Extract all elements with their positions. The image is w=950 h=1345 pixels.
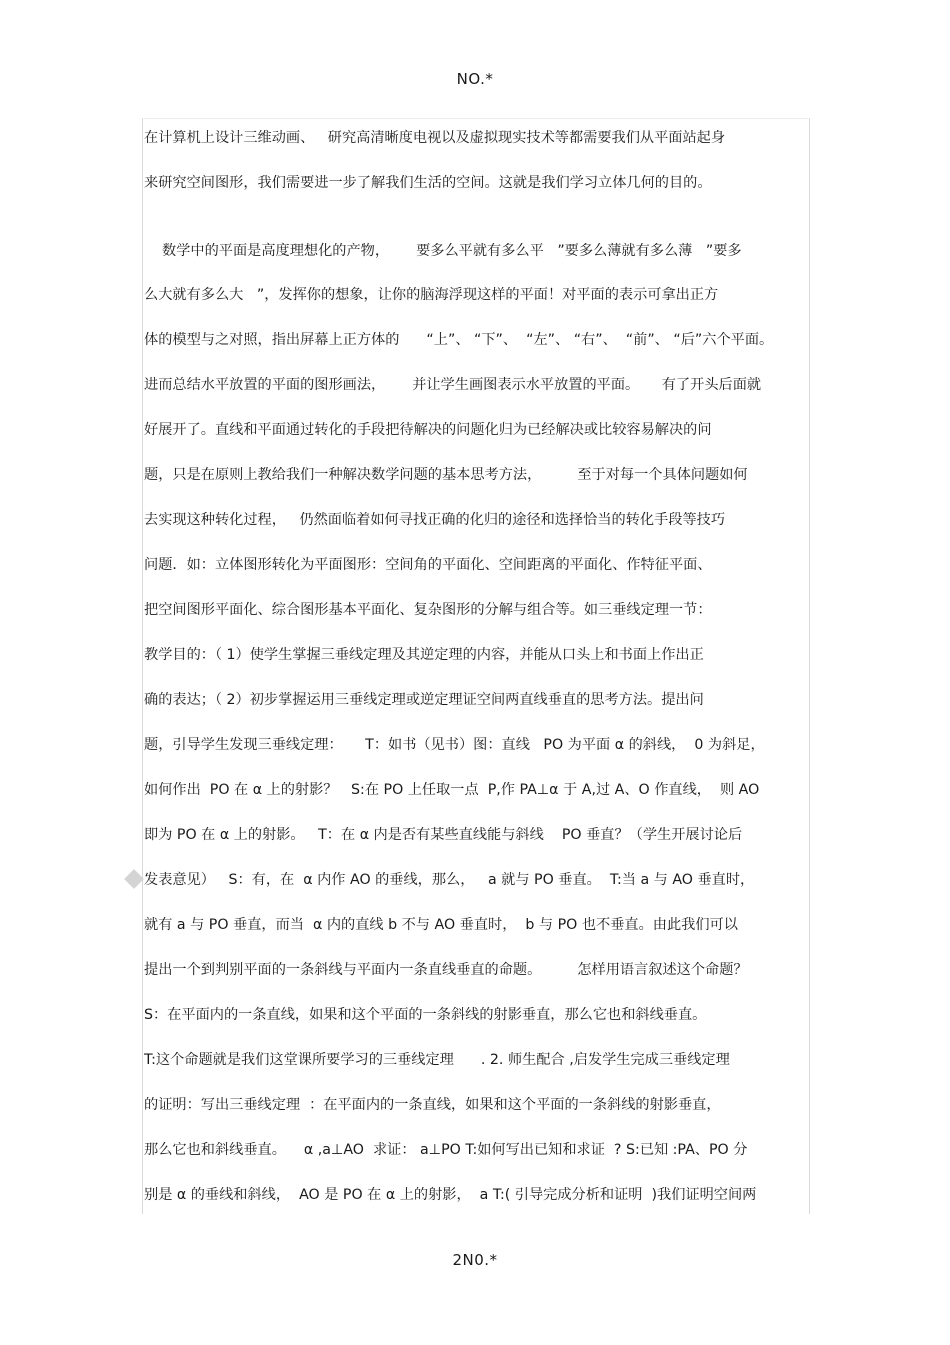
text-line: 提出一个到判别平面的一条斜线与平面内一条直线垂直的命题。 怎样用语言叙述这个命题？	[144, 962, 748, 978]
text-line: 确的表达；（ 2）初步掌握运用三垂线定理或逆定理证空间两直线垂直的思考方法。提出问	[144, 692, 704, 708]
text-line: 体的模型与之对照，指出屏幕上正方体的 “上”、 “下”、 “左”、 “右”、 “前”、 “后”六个平面。	[144, 332, 774, 348]
text-line: S：在平面内的一条直线，如果和这个平面的一条斜线的射影垂直，那么它也和斜线垂直。	[144, 1007, 707, 1023]
text-line: 教学目的：（ 1）使学生掌握三垂线定理及其逆定理的内容，并能从口头上和书面上作出正	[144, 647, 704, 663]
text-line: 好展开了。直线和平面通过转化的手段把待解决的问题化归为已经解决或比较容易解决的问	[144, 422, 712, 438]
text-line: 问题．如：立体图形转化为平面图形：空间角的平面化、空间距离的平面化、作特征平面、	[144, 557, 712, 573]
page-edge-marker	[124, 869, 144, 889]
text-line: 去实现这种转化过程， 仍然面临着如何寻找正确的化归的途径和选择恰当的转化手段等技巧	[144, 512, 726, 528]
text-line: 那么它也和斜线垂直。 α ,a⊥AO 求证： a⊥PO T:如何写出已知和求证 ? S:已知 :PA、PO 分	[144, 1142, 748, 1158]
text-line: 数学中的平面是高度理想化的产物， 要多么平就有多么平 ”要多么薄就有多么薄 ”要多	[144, 243, 742, 259]
text-line: 发表意见） S：有，在 α 内作 AO 的垂线，那么， a 就与 PO 垂直。 T:当 a 与 AO 垂直时，	[144, 872, 755, 888]
text-line: 题，只是在原则上教给我们一种解决数学问题的基本思考方法， 至于对每一个具体问题如何	[144, 467, 748, 483]
text-line: 题，引导学生发现三垂线定理： T：如书（见书）图：直线 PO 为平面 α 的斜线， 0 为斜足，	[144, 737, 765, 753]
text-line: 别是 α 的垂线和斜线， AO 是 PO 在 α 上的射影， a T:( 引导完成分析和证明 )我们证明空间两	[144, 1187, 757, 1203]
text-line: 即为 PO 在 α 上的射影。 T：在 α 内是否有某些直线能与斜线 PO 垂直？（学生开展讨论后	[144, 827, 743, 843]
text-line: 把空间图形平面化、综合图形基本平面化、复杂图形的分解与组合等。如三垂线定理一节：	[144, 602, 712, 618]
page-footer: 2N0.*	[452, 1251, 498, 1269]
page-header: NO.*	[456, 70, 494, 88]
text-line: 在计算机上设计三维动画、 研究高清晰度电视以及虚拟现实技术等都需要我们从平面站起身	[144, 130, 726, 146]
text-line: T:这个命题就是我们这堂课所要学习的三垂线定理 . 2. 师生配合 ,启发学生完成三垂线定理	[144, 1052, 730, 1068]
text-line: 就有 a 与 PO 垂直，而当 α 内的直线 b 不与 AO 垂直时， b 与 PO 也不垂直。由此我们可以	[144, 917, 738, 933]
text-line: 如何作出 PO 在 α 上的射影？ S:在 PO 上任取一点 P,作 PA⊥α 于 A,过 A、O 作直线， 则 AO	[144, 782, 760, 798]
text-line: 来研究空间图形，我们需要进一步了解我们生活的空间。这就是我们学习立体几何的目的。	[144, 175, 712, 191]
text-line: 么大就有多么大 ”，发挥你的想象，让你的脑海浮现这样的平面！对平面的表示可拿出正方	[144, 287, 719, 303]
text-line: 进而总结水平放置的平面的图形画法， 并让学生画图表示水平放置的平面。 有了开头后面就	[144, 377, 762, 393]
text-line: 的证明：写出三垂线定理 ：在平面内的一条直线，如果和这个平面的一条斜线的射影垂直，	[144, 1097, 721, 1113]
